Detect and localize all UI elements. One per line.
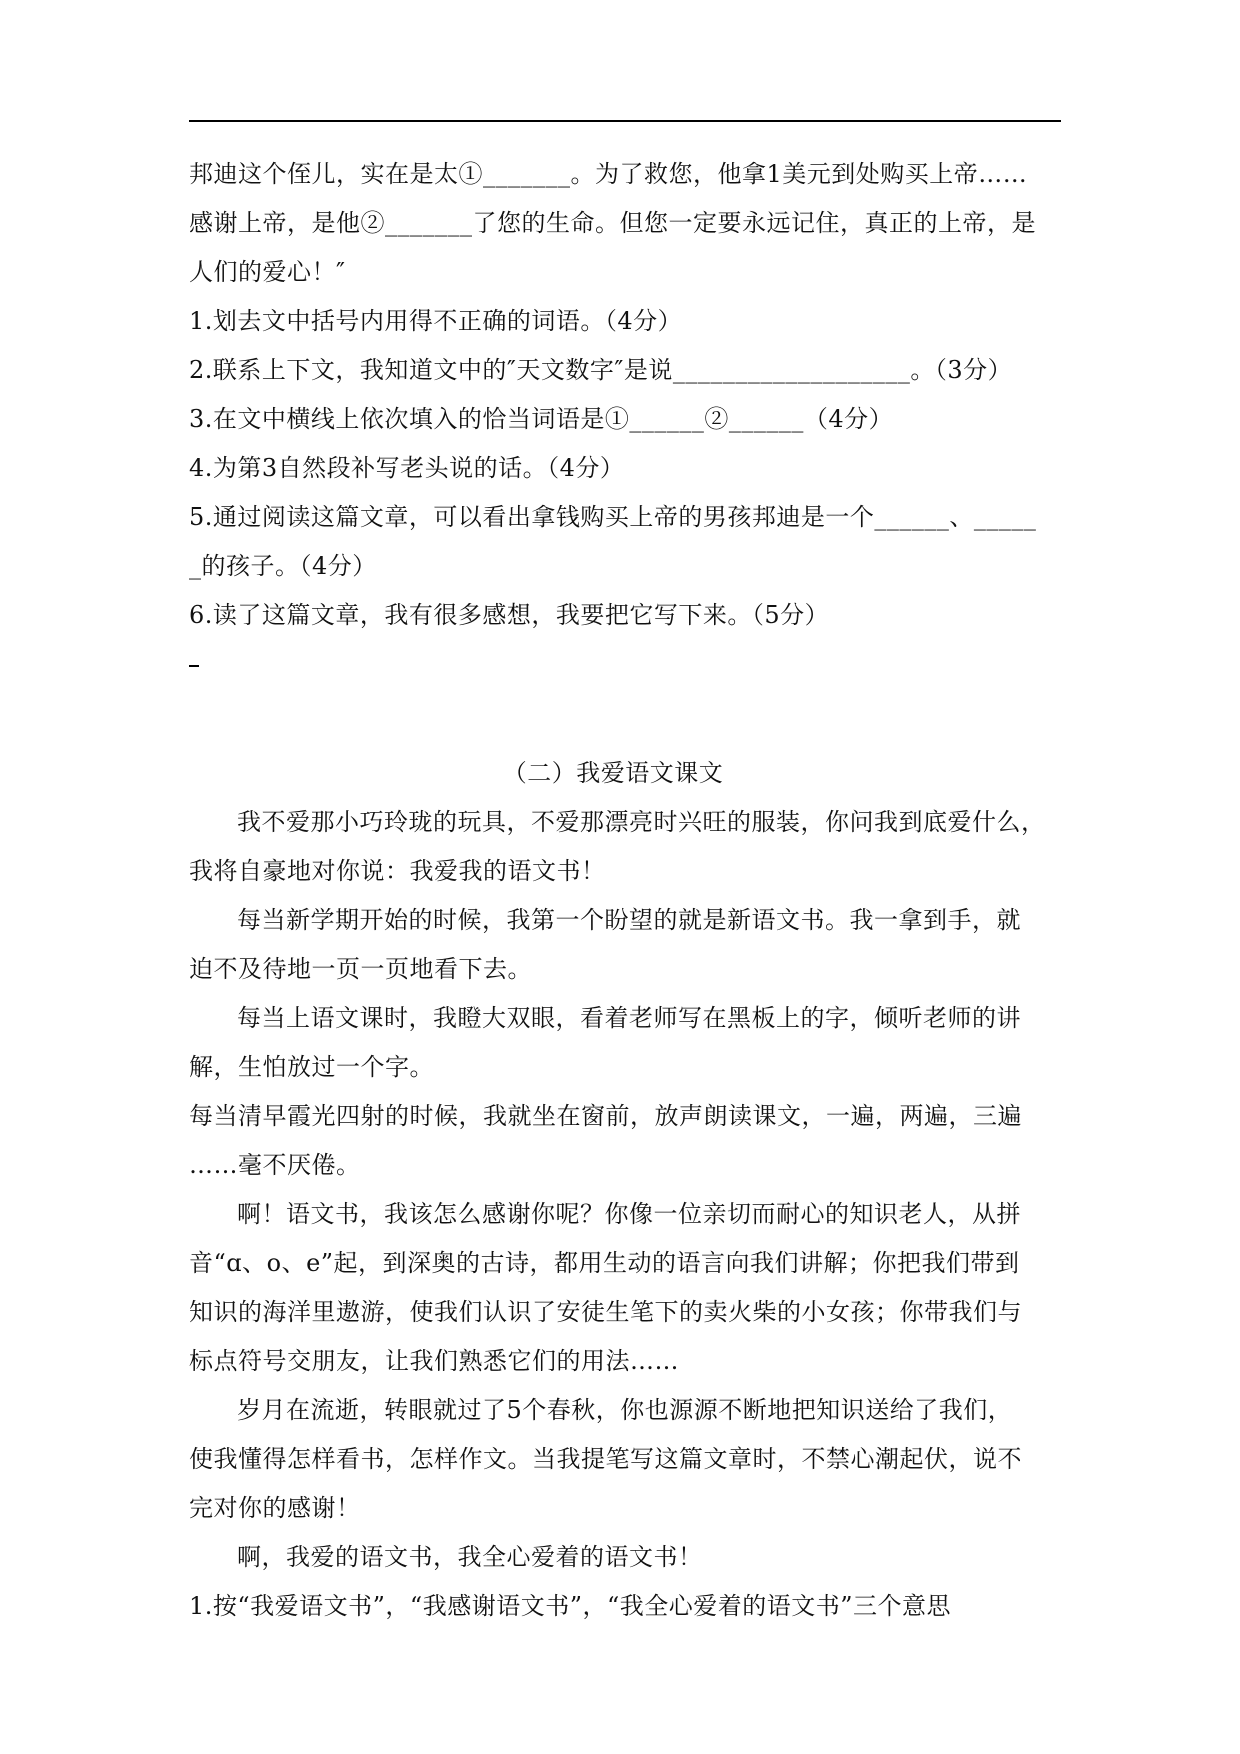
paragraph-line: 完对你的感谢！ [189, 1494, 361, 1522]
paragraph-line: 岁月在流逝，转眼就过了5个春秋，你也源源不断地把知识送给了我们， [237, 1396, 1013, 1424]
question-2: 2.联系上下文，我知道文中的″天文数字″是说___________________。（3分） [189, 356, 1013, 384]
paragraph [189, 994, 1061, 1092]
question-3: 3.在文中横线上依次填入的恰当词语是①______②______（4分） [189, 405, 894, 433]
paragraph-line: 标点符号交朋友，让我们熟悉它们的用法…… [189, 1347, 679, 1375]
paragraph-line: 知识的海洋里遨游，使我们认识了安徒生笔下的卖火柴的小女孩；你带我们与 [189, 1298, 1022, 1326]
paragraph [189, 798, 1061, 896]
passage-line: 人们的爱心！″ [189, 258, 346, 286]
paragraph-line: 每当新学期开始的时候，我第一个盼望的就是新语文书。我一拿到手，就 [237, 906, 1021, 934]
paragraph-line: 我将自豪地对你说：我爱我的语文书！ [189, 857, 606, 885]
question-1: 1.划去文中括号内用得不正确的词语。（4分） [189, 307, 683, 335]
paragraph-line: 音“ɑ、o、e”起，到深奥的古诗，都用生动的语言向我们讲解；你把我们带到 [189, 1249, 1020, 1277]
paragraph [189, 896, 1061, 994]
question-6: 6.读了这篇文章，我有很多感想，我要把它写下来。（5分） [189, 601, 830, 629]
paragraph-line: 迫不及待地一页一页地看下去。 [189, 955, 532, 983]
header-rule [189, 120, 1061, 122]
paragraph-line: 每当上语文课时，我瞪大双眼，看着老师写在黑板上的字，倾听老师的讲 [237, 1004, 1021, 1032]
paragraph-line: ……毫不厌倦。 [189, 1151, 361, 1179]
paragraph-line: 啊，我爱的语文书，我全心爱着的语文书！ [237, 1543, 703, 1571]
passage-line: 邦迪这个侄儿，实在是太①_______。为了救您，他拿1美元到处购买上帝…… [189, 160, 1028, 188]
passage-line: 感谢上帝，是他②_______了您的生命。但您一定要永远记住，真正的上帝，是 [189, 209, 1036, 237]
paragraph [189, 1533, 1061, 1582]
paragraph-line: 解，生怕放过一个字。 [189, 1053, 434, 1081]
question-5: 5.通过阅读这篇文章，可以看出拿钱购买上帝的男孩邦迪是一个______、_____ [189, 503, 1037, 531]
section2-body [189, 798, 1061, 1582]
paragraph-line: 每当清早霞光四射的时候，我就坐在窗前，放声朗读课文，一遍，两遍，三遍 [189, 1102, 1022, 1130]
section-spacer [189, 689, 1061, 749]
section2-question-1: 1.按“我爱语文书”，“我感谢语文书”，“我全心爱着的语文书”三个意思 [189, 1592, 952, 1620]
answer-dash [189, 665, 199, 667]
paragraph-line: 啊！语文书，我该怎么感谢你呢？你像一位亲切而耐心的知识老人，从拼 [237, 1200, 1021, 1228]
paragraph [189, 1386, 1061, 1533]
passage-excerpt [189, 150, 1061, 297]
section-title: （二）我爱语文课文 [502, 759, 724, 787]
question-list-1 [189, 297, 1061, 640]
paragraph [189, 1190, 1061, 1386]
question-4: 4.为第3自然段补写老头说的话。（4分） [189, 454, 625, 482]
document-page [189, 150, 1061, 1631]
paragraph-line: 我不爱那小巧玲珑的玩具，不爱那漂亮时兴旺的服装，你问我到底爱什么， [237, 808, 1046, 836]
paragraph-line: 使我懂得怎样看书，怎样作文。当我提笔写这篇文章时，不禁心潮起伏，说不 [189, 1445, 1022, 1473]
answer-blank [189, 640, 1061, 689]
paragraph [189, 1092, 1061, 1190]
question-5-continued: _的孩子。（4分） [189, 552, 377, 580]
